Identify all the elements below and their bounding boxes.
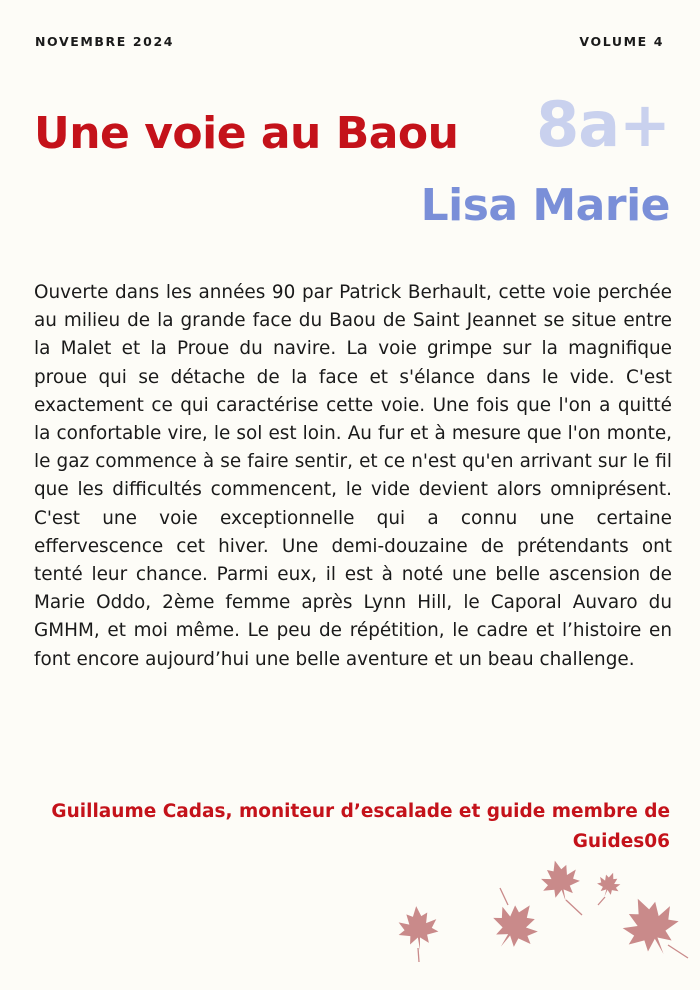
author-signature: Guillaume Cadas, moniteur d’escalade et guide membre de Guides06 [51,801,670,852]
maple-leaf-icon [482,888,548,960]
route-name: Lisa Marie [420,180,670,231]
maple-leaf-icon [594,869,624,905]
article-title: Une voie au Baou [34,108,459,159]
maple-leaf-icon [613,887,689,965]
route-grade: 8a+ [536,88,670,161]
maple-leaf-icon [396,904,440,962]
issue-volume: VOLUME 4 [579,34,664,49]
issue-date: NOVEMBRE 2024 [35,34,175,49]
article-body: Ouverte dans les années 90 par Patrick Berhault, cette voie perchée au milieu de la grande face du Baou de Saint Jeannet se situe entre la Malet et la Proue du navire. La voie grimpe sur la magnifique proue qui se détache de la face et s'élance dans le vide. C'est exactement ce qui caractérise cette voie. Une fois que l'on a quitté la confortable vire, le sol est loin. Au fur et à mesure que l'on monte, le gaz commence à se faire sentir, et ce n'est qu'en arrivant sur le fil que les difficultés commencent, le vide devient alors omniprésent. C'est une voie exceptionnelle qui a connu une certaine effervescence cet hiver. Une demi-douzaine de prétendants ont tenté leur chance. Parmi eux, il est à noté une belle ascension de Marie Oddo, 2ème femme après Lynn Hill, le Caporal Auvaro du GMHM, et moi même. Le peu de répétition, le cadre et l’histoire en font encore aujourd’hui une belle aventure et un beau challenge. [34,282,672,670]
maple-leaf-icon [536,856,584,915]
